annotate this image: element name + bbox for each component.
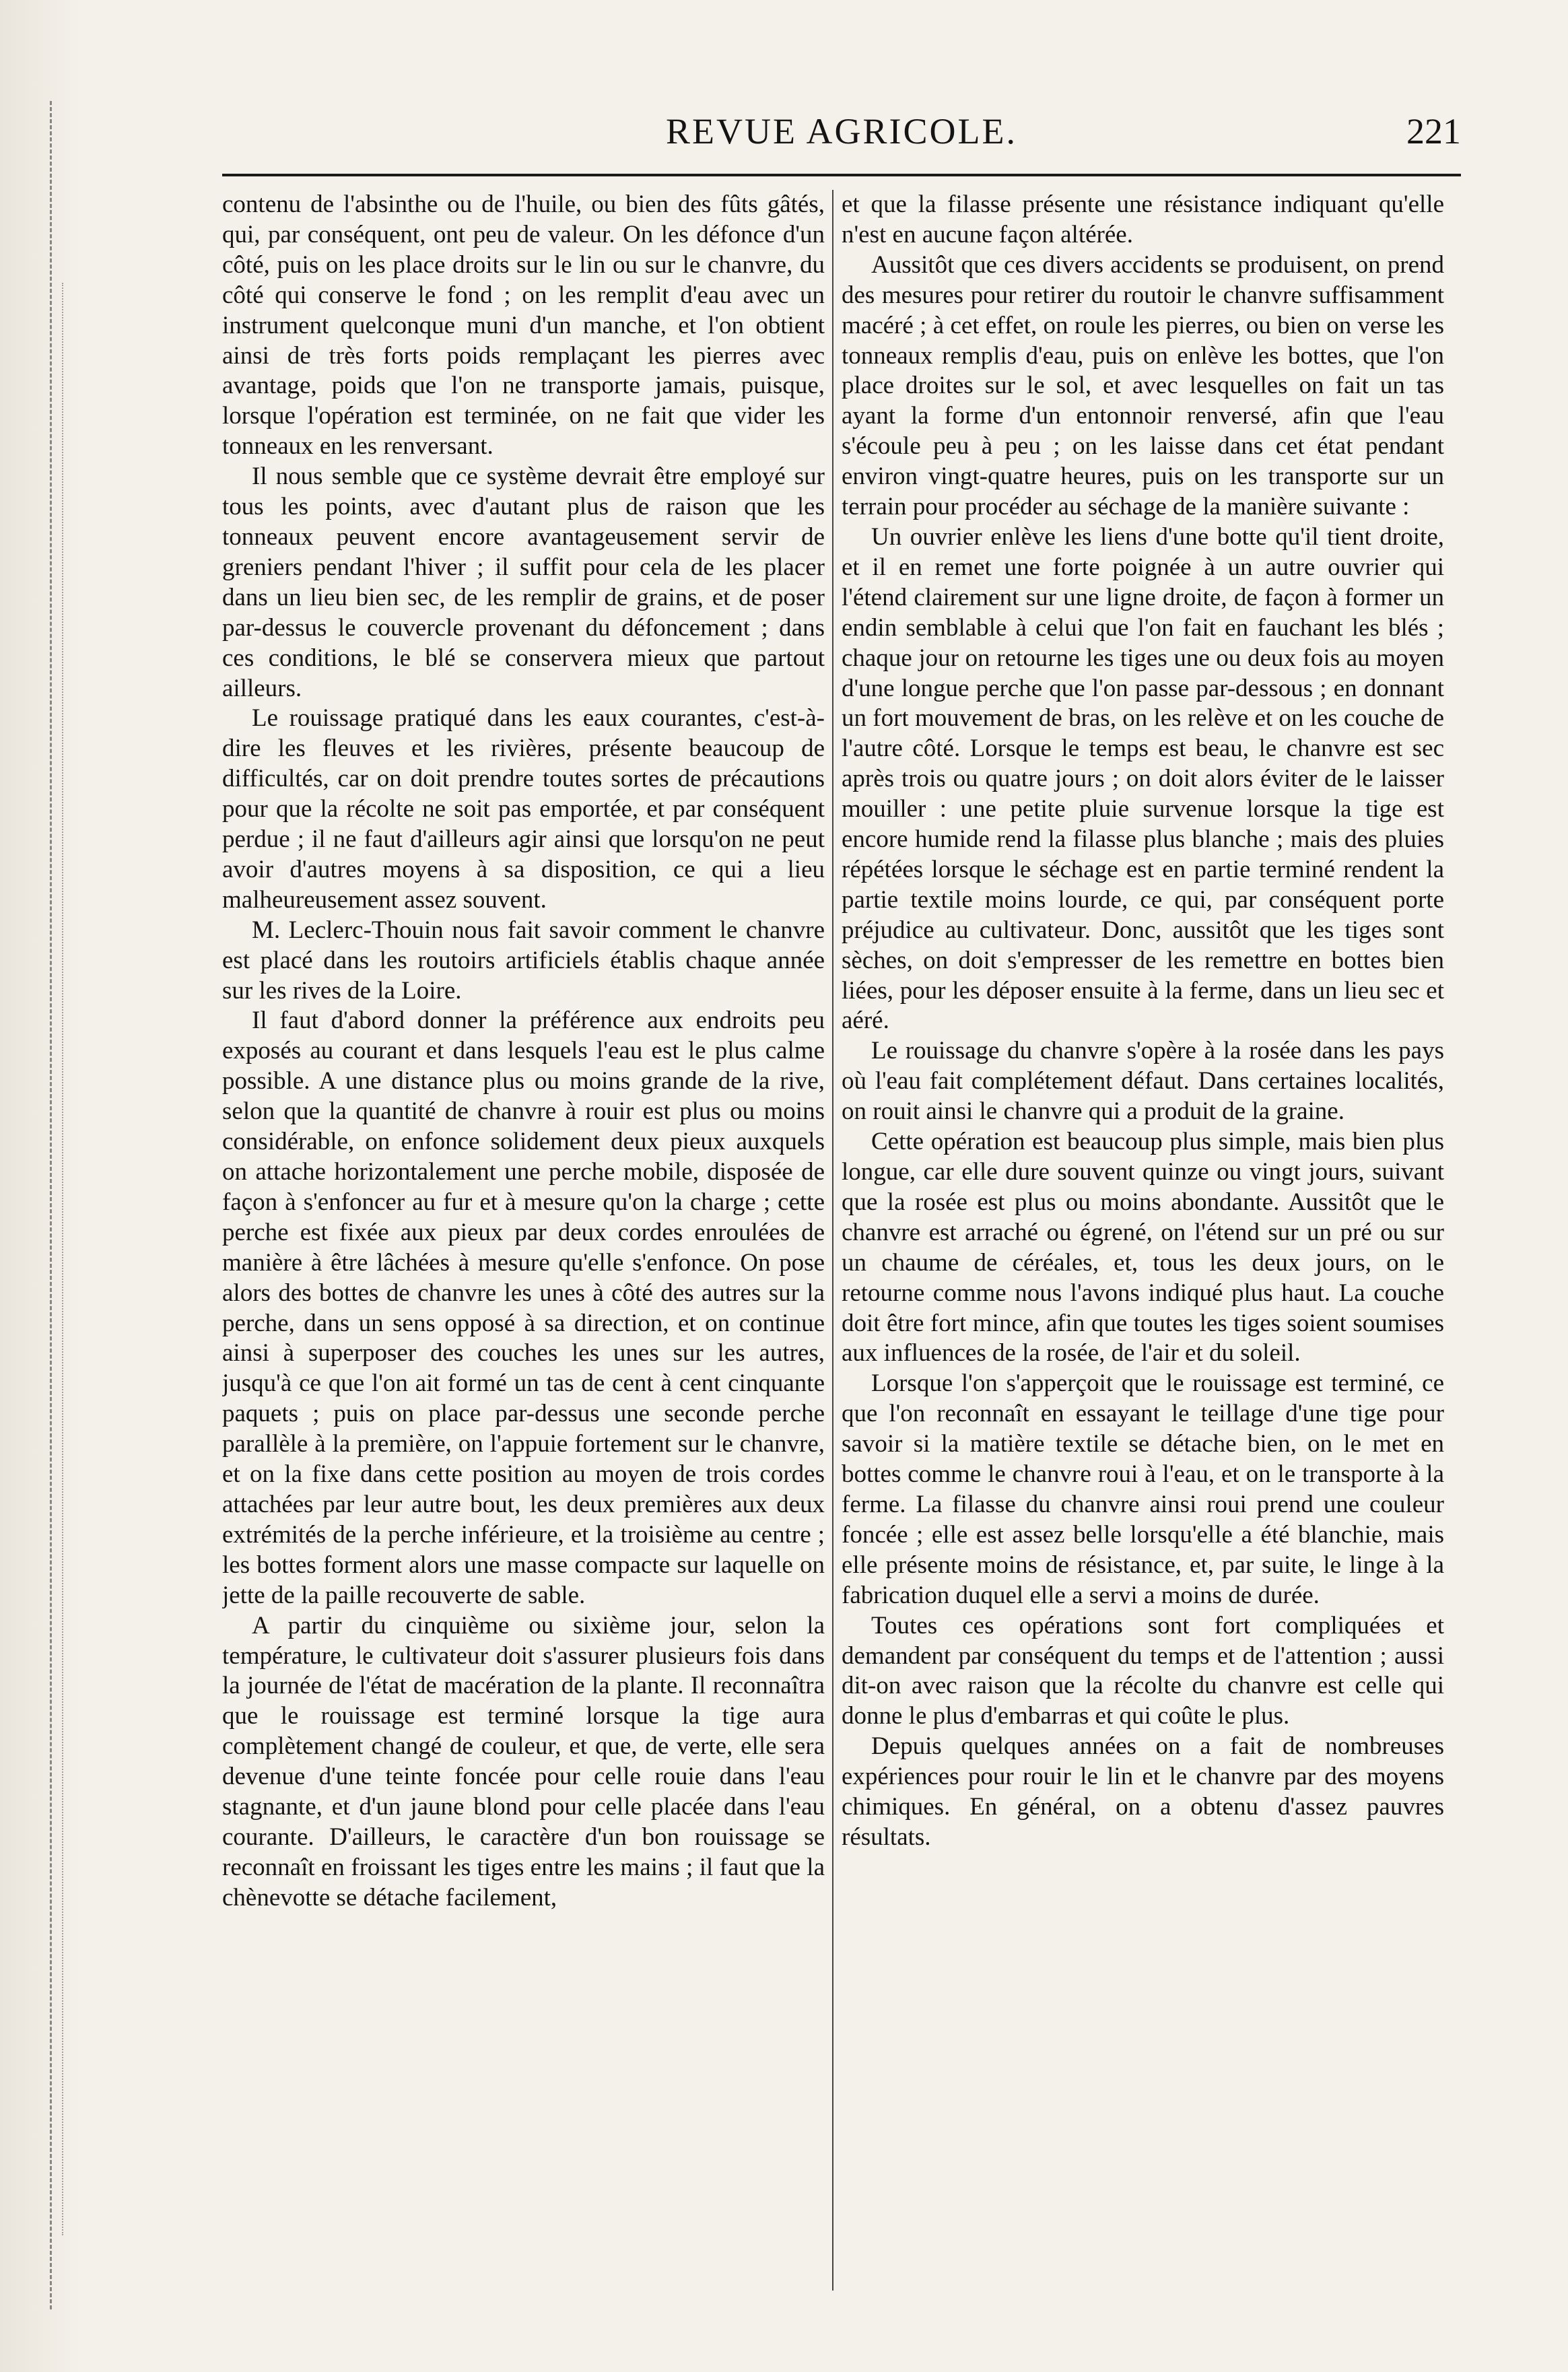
paragraph: Il faut d'abord donner la préférence aux endroits peu exposés au courant et dans lesquels l'eau est le plus calme possible. A une distance plus ou moins grande de la rive, selon que la quantité de chanvre à rouir est plus ou moins considérable, on enfonce solidement deux pieux auxquels on attache horizontalement une perche mobile, disposée de façon à s'enfoncer au fur et à mesure qu'on la charge ; cette perche est fixée aux pieux par deux cordes enroulées de manière à être lâchées à mesure qu'elle s'enfonce. On pose alors des bottes de chanvre les unes à côté des autres sur la perche, dans un sens opposé à sa direction, et on continue ainsi à superposer des couches les unes sur les autres, jusqu'à ce que l'on ait formé un tas de cent à cent cinquante paquets ; puis on place par-dessus une seconde perche parallèle à la première, on l'appuie fortement sur le chanvre, et on la fixe dans cette position au moyen de trois cordes attachées par leur autre bout, les deux premières aux deux extrémités de la perche inférieure, et la troisième au centre ; les bottes forment alors une masse compacte sur laquelle on jette de la paille recouverte de sable. [222, 1007, 825, 1609]
paragraph: Lorsque l'on s'apperçoit que le rouissage est terminé, ce que l'on reconnaît en essayant le teillage d'une tige pour savoir si la matière textile se détache bien, on le met en bottes comme le chanvre roui à l'eau, et on le transporte à la ferme. La filasse du chanvre ainsi roui prend une couleur foncée ; elle est assez belle lorsqu'elle a été blanchie, mais elle présente moins de résistance, et, par suite, le linge à la fabrication duquel elle a servi a moins de durée. [842, 1369, 1444, 1609]
header-rule [222, 174, 1461, 176]
paragraph: A partir du cinquième ou sixième jour, selon la température, le cultivateur doit s'assurer plusieurs fois dans la journée de l'état de macération de la plante. Il reconnaîtra que le rouissage est terminé lorsque la tige aura complètement changé de couleur, et que, de verte, elle sera devenue d'une teinte foncée pour celle rouie dans l'eau stagnante, et d'un jaune blond pour celle placée dans l'eau courante. D'ailleurs, le caractère d'un bon rouissage se reconnaît en froissant les tiges entre les mains ; il faut que la chènevotte se détache facilement, [222, 1611, 825, 1911]
paragraph: Depuis quelques années on a fait de nombreuses expériences pour rouir le lin et le chanvre par des moyens chimiques. En général, on a obtenu d'assez pauvres résultats. [842, 1732, 1444, 1851]
binding-edge-mark [50, 101, 59, 2309]
column-divider [832, 190, 833, 2291]
left-column [222, 190, 825, 2304]
journal-title: REVUE AGRICOLE. [666, 111, 1017, 151]
page-number: 221 [1406, 111, 1461, 151]
paragraph: contenu de l'absinthe ou de l'huile, ou bien des fûts gâtés, qui, par conséquent, ont peu de valeur. On les défonce d'un côté, puis on les place droits sur le lin ou sur le chanvre, du côté qui conserve le fond ; on les remplit d'eau avec un instrument quelconque muni d'un manche, et l'on obtient ainsi de très forts poids remplaçant les pierres avec avantage, poids que l'on ne transporte jamais, puisque, lorsque l'opération est terminée, on ne fait que vider les tonneaux en les renversant. [222, 191, 825, 461]
right-column [842, 190, 1444, 2304]
paragraph: M. Leclerc-Thouin nous fait savoir comment le chanvre est placé dans les routoirs artificiels établis chaque année sur les rives de la Loire. [222, 916, 825, 1005]
paragraph: Le rouissage du chanvre s'opère à la rosée dans les pays où l'eau fait complétement défaut. Dans certaines localités, on rouit ainsi le chanvre qui a produit de la graine. [842, 1037, 1444, 1126]
paragraph: Un ouvrier enlève les liens d'une botte qu'il tient droite, et il en remet une forte poignée à un autre ouvrier qui l'étend clairement sur une ligne droite, de façon à former un endin semblable à celui que l'on fait en fauchant les blés ; chaque jour on retourne les tiges une ou deux fois au moyen d'une longue perche que l'on passe par-dessous ; en donnant un fort mouvement de bras, on les relève et on les couche de l'autre côté. Lorsque le temps est beau, le chanvre est sec après trois ou quatre jours ; on doit alors éviter de le laisser mouiller : une petite pluie survenue lorsque la tige est encore humide rend la filasse plus blanche ; mais des pluies répétées lorsque le séchage est en partie terminé rendent la partie textile moins lourde, ce qui, par conséquent porte préjudice au cultivateur. Donc, aussitôt que les tiges sont sèches, on doit s'empresser de les remettre en bottes bien liées, pour les déposer ensuite à la ferme, dans un lieu sec et aéré. [842, 522, 1444, 1035]
binding-gutter [0, 0, 81, 2372]
paragraph: et que la filasse présente une résistance indiquant qu'elle n'est en aucune façon altérée. [842, 191, 1444, 248]
paragraph: Toutes ces opérations sont fort compliquées et demandent par conséquent du temps et de l'attention ; aussi dit-on avec raison que la récolte du chanvre est celle qui donne le plus d'embarras et qui coûte le plus. [842, 1611, 1444, 1730]
binding-edge-mark [62, 283, 67, 2235]
paragraph: Cette opération est beaucoup plus simple, mais bien plus longue, car elle dure souvent quinze ou vingt jours, suivant que la rosée est plus ou moins abondante. Aussitôt que le chanvre est arraché ou égrené, on l'étend sur un pré ou sur un chaume de céréales, et, tous les deux jours, on le retourne comme nous l'avons indiqué plus haut. La couche doit être fort mince, afin que toutes les tiges soient soumises aux influences de la rosée, de l'air et du soleil. [842, 1128, 1444, 1367]
running-head [222, 101, 1461, 162]
paragraph: Il nous semble que ce système devrait être employé sur tous les points, avec d'autant plus de raison que les tonneaux peuvent encore avantageusement servir de greniers pendant l'hiver ; il suffit pour cela de les placer dans un lieu bien sec, de les remplir de grains, et de poser par-dessus le couvercle provenant du défoncement ; dans ces conditions, le blé se conservera mieux que partout ailleurs. [222, 463, 825, 702]
paragraph: Aussitôt que ces divers accidents se produisent, on prend des mesures pour retirer du routoir le chanvre suffisamment macéré ; à cet effet, on roule les pierres, ou bien on verse les tonneaux remplis d'eau, puis on enlève les bottes, que l'on place droites sur le sol, et avec lesquelles on fait un tas ayant la forme d'un entonnoir renversé, afin que l'eau s'écoule peu à peu ; on les laisse dans cet état pendant environ vingt-quatre heures, puis on les transporte sur un terrain pour procéder au séchage de la manière suivante : [842, 250, 1444, 521]
paragraph: Le rouissage pratiqué dans les eaux courantes, c'est-à-dire les fleuves et les rivières, présente beaucoup de difficultés, car on doit prendre toutes sortes de précautions pour que la récolte ne soit pas emportée, et par conséquent perdue ; il ne faut d'ailleurs agir ainsi que lorsqu'on ne peut avoir d'autres moyens à sa disposition, ce qui a lieu malheureusement assez souvent. [222, 704, 825, 914]
